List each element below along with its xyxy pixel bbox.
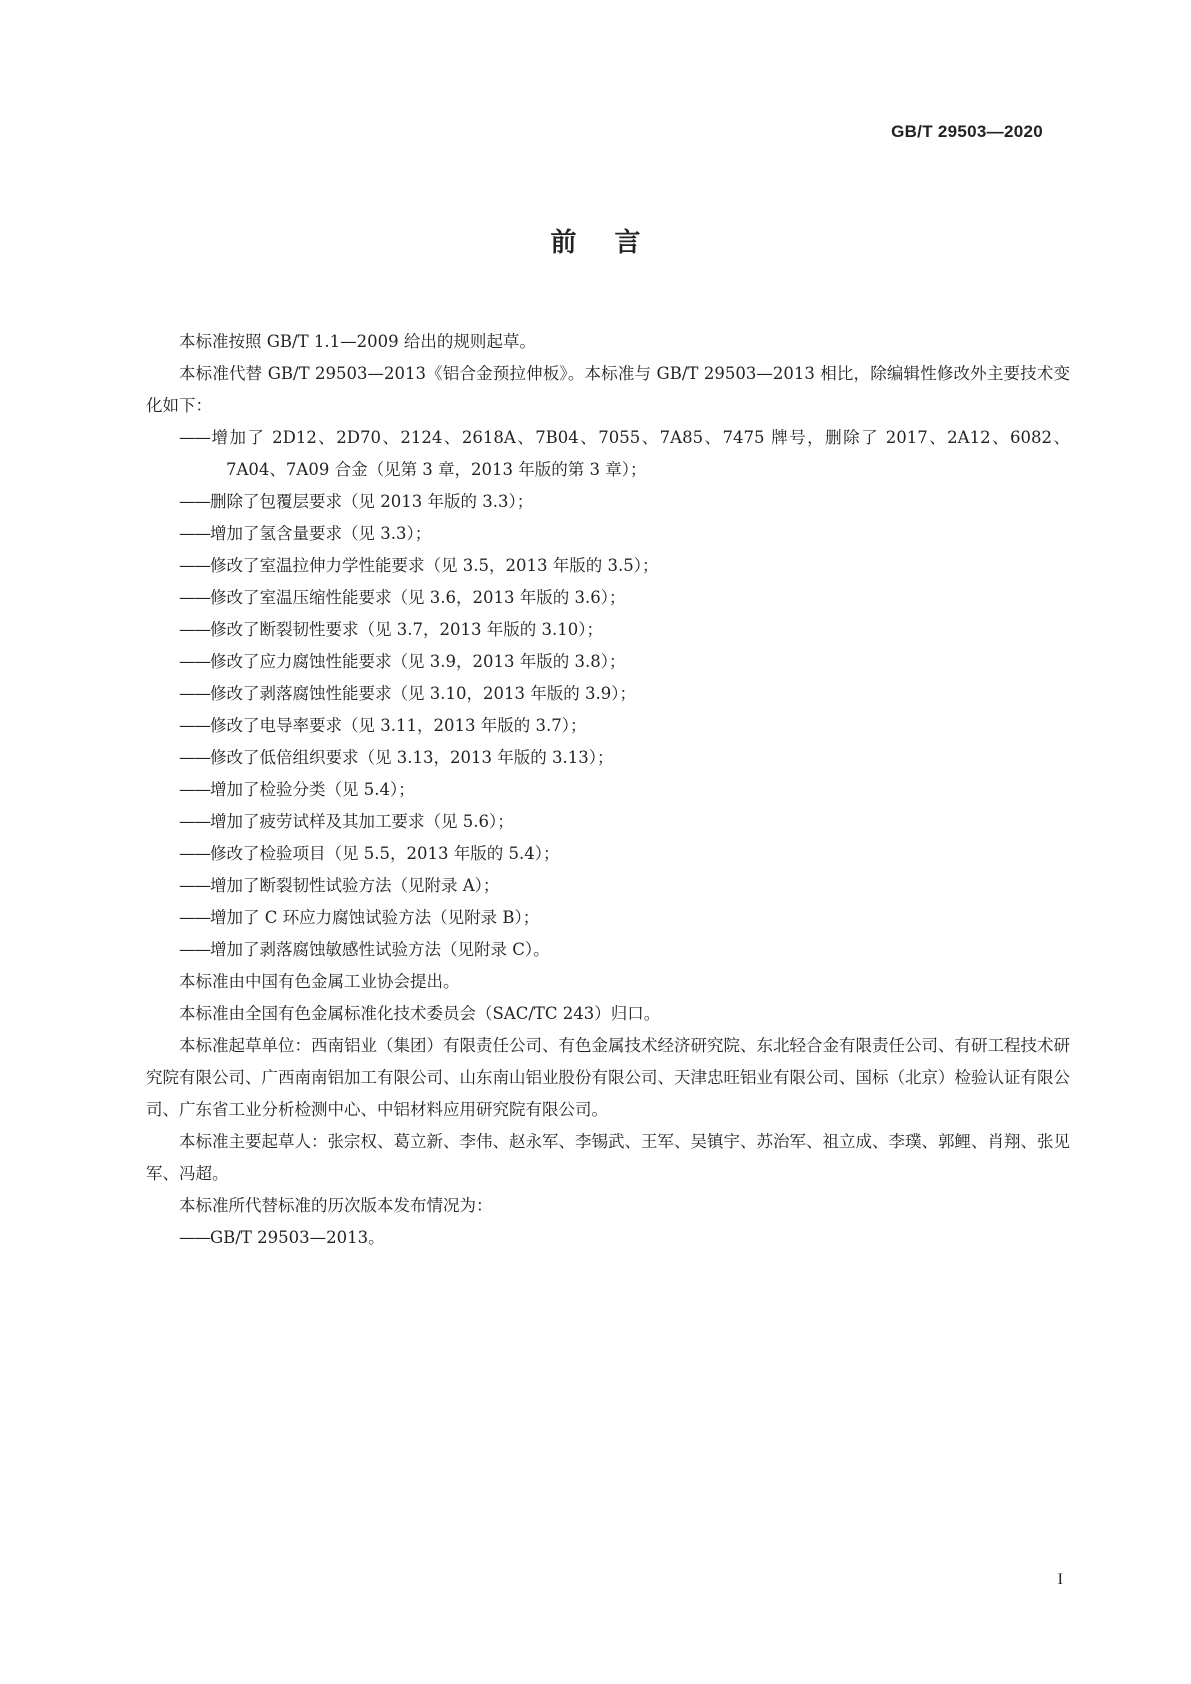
dash-mark: —— <box>179 524 210 543</box>
page-title: 前言 <box>550 228 679 258</box>
list-item <box>146 422 1070 486</box>
list-item-text: 删除了包覆层要求（见 2013 年版的 3.3）； <box>210 492 534 511</box>
dash-mark: —— <box>179 748 210 767</box>
list-item <box>146 518 1070 550</box>
standard-number: GB/T 29503—2020 <box>891 122 1043 141</box>
list-item-text: 增加了 2D12、2D70、2124、2618A、7B04、7055、7A85、7475 牌号，删除了 2017、2A12、6082、7A04、7A09 合金（见第 3 章，2013 年版的第 3 章）； <box>210 428 1070 479</box>
list-item <box>146 742 1070 774</box>
history-item-text: GB/T 29503—2013。 <box>210 1228 385 1247</box>
dash-mark: —— <box>179 908 210 927</box>
centralized-paragraph: 本标准由全国有色金属标准化技术委员会（SAC/TC 243）归口。 <box>179 1004 661 1023</box>
list-item-text: 增加了剥落腐蚀敏感性试验方法（见附录 C）。 <box>210 940 550 959</box>
list-item <box>146 614 1070 646</box>
list-item-text: 修改了电导率要求（见 3.11，2013 年版的 3.7）； <box>210 716 587 735</box>
dash-mark: —— <box>179 844 210 863</box>
dash-mark: —— <box>179 876 210 895</box>
list-item <box>146 646 1070 678</box>
dash-mark: —— <box>179 812 210 831</box>
dash-mark: —— <box>179 588 210 607</box>
list-item-text: 修改了检验项目（见 5.5，2013 年版的 5.4）； <box>210 844 560 863</box>
list-item-text: 修改了室温压缩性能要求（见 3.6，2013 年版的 3.6）； <box>210 588 626 607</box>
list-item-text: 增加了 C 环应力腐蚀试验方法（见附录 B）； <box>210 908 540 927</box>
dash-mark: —— <box>179 556 210 575</box>
foreword-body <box>146 326 1070 1254</box>
drafters-paragraph: 本标准主要起草人：张宗权、葛立新、李伟、赵永军、李锡武、王军、吴镇宇、苏治军、祖立成、李璞、郭鲤、肖翔、张见军、冯超。 <box>146 1132 1070 1183</box>
page-number: I <box>1057 1571 1063 1588</box>
list-item-text: 增加了疲劳试样及其加工要求（见 5.6）； <box>210 812 514 831</box>
list-item-text: 修改了剥落腐蚀性能要求（见 3.10，2013 年版的 3.9）； <box>210 684 636 703</box>
list-item-text: 修改了室温拉伸力学性能要求（见 3.5，2013 年版的 3.5）； <box>210 556 659 575</box>
list-item-text: 增加了断裂韧性试验方法（见附录 A）； <box>210 876 500 895</box>
list-item-text: 增加了检验分类（见 5.4）； <box>210 780 415 799</box>
drafting-units-paragraph: 本标准起草单位：西南铝业（集团）有限责任公司、有色金属技术经济研究院、东北轻合金有限责任公司、有研工程技术研究院有限公司、广西南南铝加工有限公司、山东南山铝业股份有限公司、天津忠旺铝业有限公司、国标（北京）检验认证有限公司、广东省工业分析检测中心、中铝材料应用研究院有限公司。 <box>146 1036 1070 1119</box>
list-item <box>146 870 1070 902</box>
list-item <box>146 806 1070 838</box>
list-item <box>146 838 1070 870</box>
dash-mark: —— <box>179 1228 210 1247</box>
list-item <box>146 582 1070 614</box>
list-item-text: 增加了氢含量要求（见 3.3）； <box>210 524 432 543</box>
dash-mark: —— <box>179 652 210 671</box>
proposer-paragraph: 本标准由中国有色金属工业协会提出。 <box>179 972 460 991</box>
changes-list <box>146 422 1070 966</box>
list-item-text: 修改了低倍组织要求（见 3.13，2013 年版的 3.13）； <box>210 748 614 767</box>
history-intro-paragraph: 本标准所代替标准的历次版本发布情况为： <box>179 1196 493 1215</box>
intro-paragraph: 本标准代替 GB/T 29503—2013《铝合金预拉伸板》。本标准与 GB/T 29503—2013 相比，除编辑性修改外主要技术变化如下： <box>146 364 1070 415</box>
list-item-text: 修改了断裂韧性要求（见 3.7，2013 年版的 3.10）； <box>210 620 603 639</box>
dash-mark: —— <box>179 684 210 703</box>
dash-mark: —— <box>179 620 210 639</box>
dash-mark: —— <box>179 940 210 959</box>
list-item <box>146 934 1070 966</box>
list-item <box>146 550 1070 582</box>
history-item <box>146 1222 1070 1254</box>
list-item-text: 修改了应力腐蚀性能要求（见 3.9，2013 年版的 3.8）； <box>210 652 626 671</box>
intro-paragraph: 本标准按照 GB/T 1.1—2009 给出的规则起草。 <box>179 332 536 351</box>
list-item <box>146 774 1070 806</box>
dash-mark: —— <box>179 780 210 799</box>
list-item <box>146 486 1070 518</box>
list-item <box>146 902 1070 934</box>
dash-mark: —— <box>179 492 210 511</box>
list-item <box>146 710 1070 742</box>
list-item <box>146 678 1070 710</box>
dash-mark: —— <box>179 428 210 447</box>
dash-mark: —— <box>179 716 210 735</box>
